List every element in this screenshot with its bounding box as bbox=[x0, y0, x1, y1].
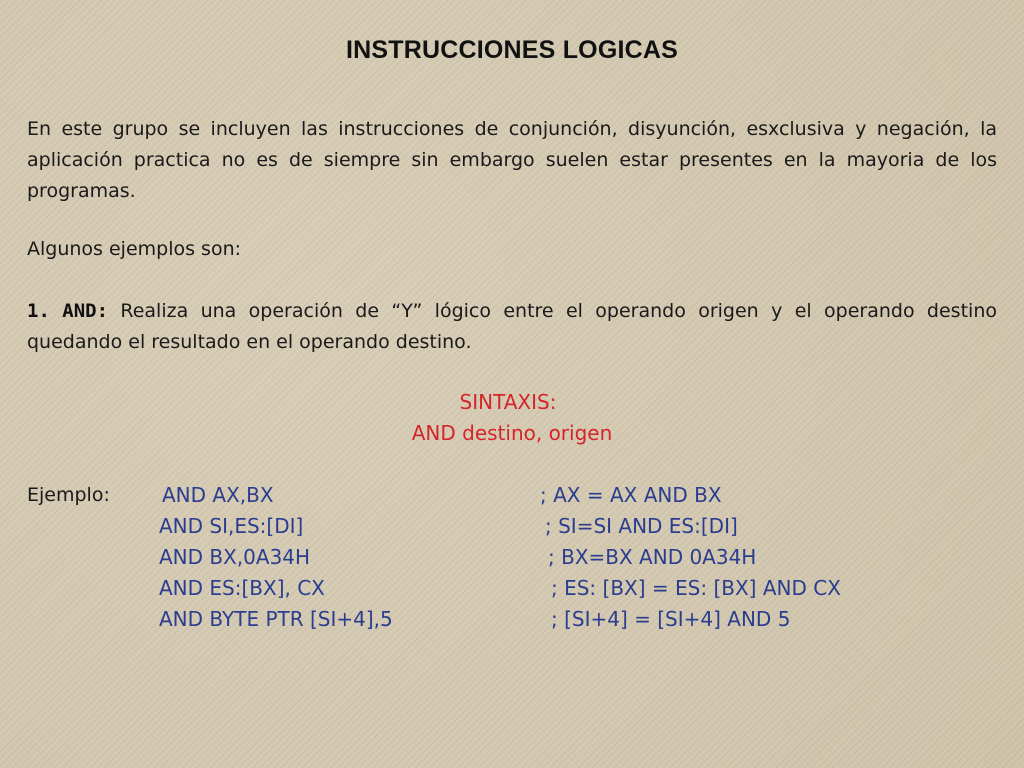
syntax-form: AND destino, origen bbox=[411, 421, 613, 445]
item-number: 1. bbox=[27, 300, 50, 322]
syntax-heading: SINTAXIS: bbox=[459, 390, 557, 414]
intro-paragraph: En este grupo se incluyen las instrucciones de conjunción, disyunción, esxclusiva y negación, la aplicación practica no es de siempre sin embargo suelen estar presentes en la mayoria de los programas. bbox=[27, 118, 997, 202]
item-and-description bbox=[27, 296, 997, 358]
example-instruction: AND BX,0A34H bbox=[159, 545, 311, 569]
item-keyword: AND: bbox=[62, 300, 109, 322]
example-instruction: AND SI,ES:[DI] bbox=[159, 514, 304, 538]
example-comment: ; SI=SI AND ES:[DI] bbox=[545, 514, 738, 538]
example-comment: ; AX = AX AND BX bbox=[540, 483, 722, 507]
item-description: Realiza una operación de “Y” lógico entre el operando origen y el operando destino quedando el resultado en el operando destino. bbox=[27, 300, 997, 353]
example-comment: ; BX=BX AND 0A34H bbox=[548, 545, 757, 569]
example-label: Ejemplo: bbox=[27, 484, 110, 506]
example-comment: ; ES: [BX] = ES: [BX] AND CX bbox=[551, 576, 841, 600]
example-comment: ; [SI+4] = [SI+4] AND 5 bbox=[551, 607, 791, 631]
example-instruction: AND ES:[BX], CX bbox=[159, 576, 325, 600]
slide-title: INSTRUCCIONES LOGICAS bbox=[346, 36, 678, 64]
example-instruction: AND AX,BX bbox=[162, 483, 274, 507]
examples-intro: Algunos ejemplos son: bbox=[27, 238, 242, 260]
example-instruction: AND BYTE PTR [SI+4],5 bbox=[159, 607, 393, 631]
